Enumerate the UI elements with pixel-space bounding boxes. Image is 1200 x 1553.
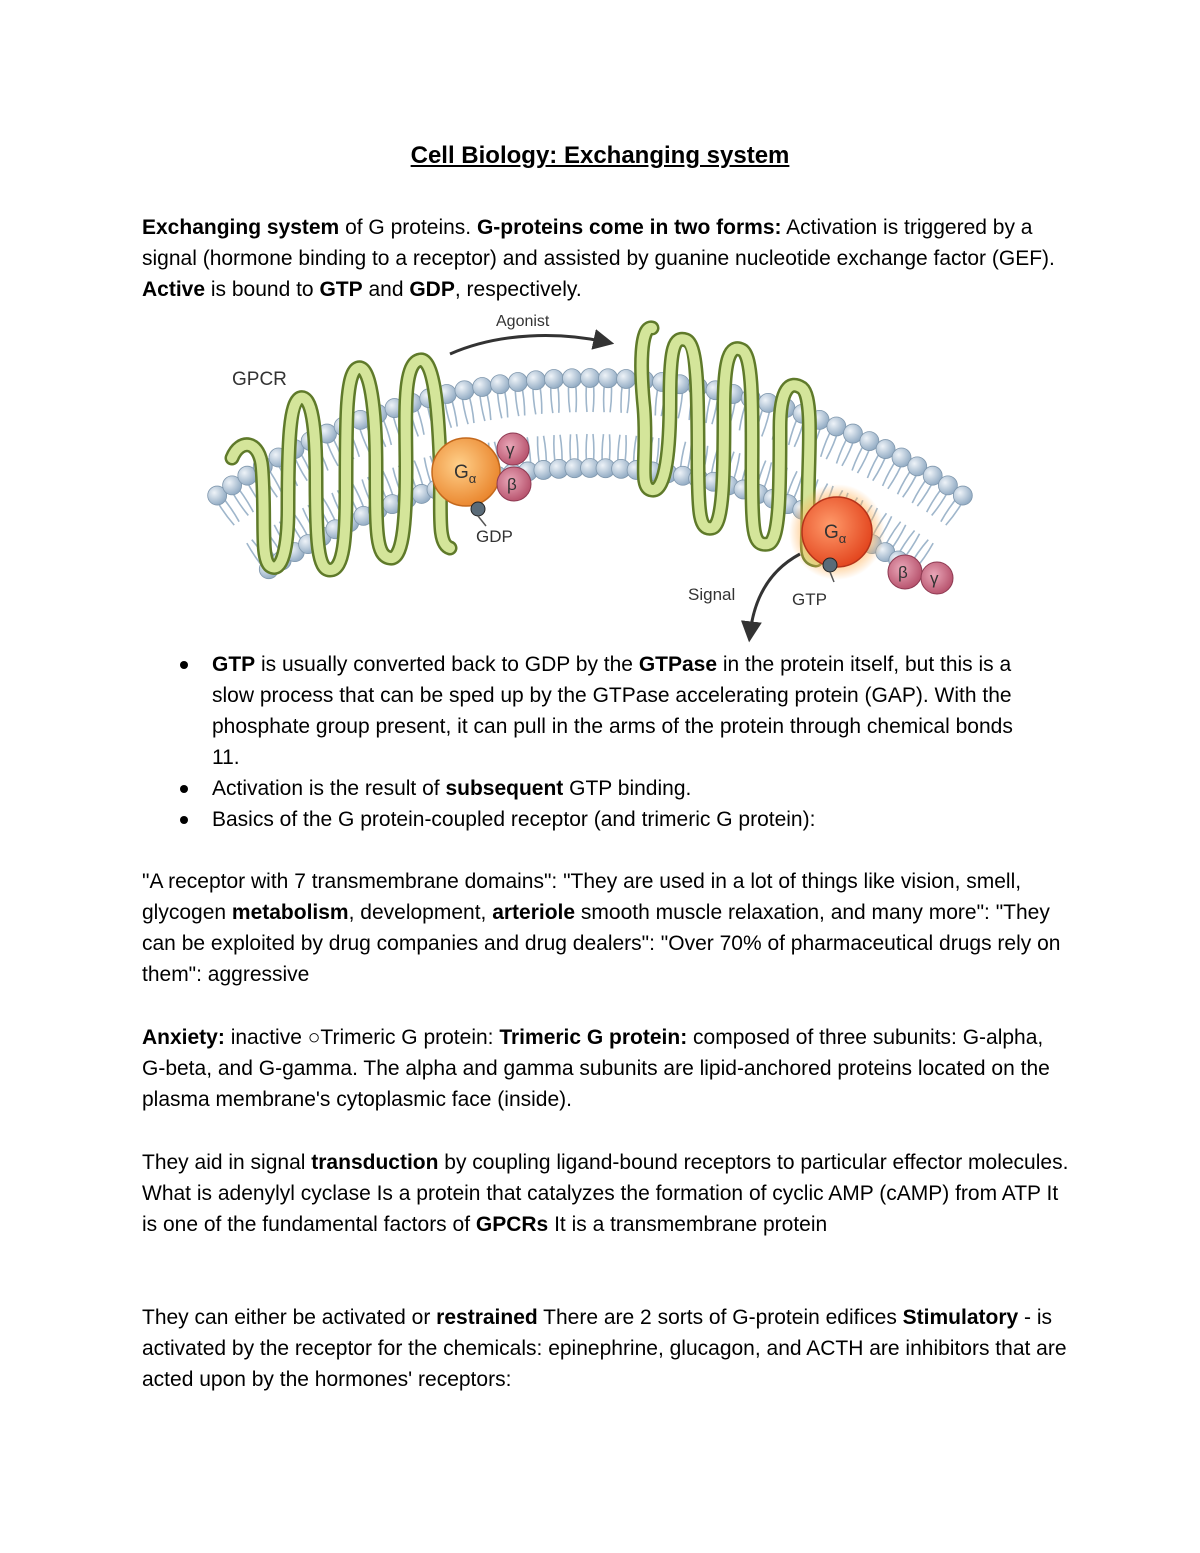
- bullet3-text: Basics of the G protein-coupled receptor (and trimeric G protein):: [212, 808, 816, 831]
- gamma-letter-free: γ: [930, 569, 939, 588]
- lipid-head: [599, 369, 618, 388]
- g-alpha-letter: G: [454, 462, 469, 483]
- bullet1-text-2: in the protein itself, but this is a slow process that can be sped up by the GTPase accelerating protein (GAP). With the phosphate group present, it can pull in the arms of the protein through chemical bonds 11.: [212, 653, 1013, 769]
- bullet2-text-2: GTP binding.: [563, 777, 692, 800]
- gpcr-label: GPCR: [232, 369, 287, 390]
- gtp-label: GTP: [792, 590, 827, 609]
- p3-text-1: inactive ○Trimeric G protein:: [224, 1026, 500, 1049]
- p2-text-1: "A receptor with 7 transmembrane domains": "They are used in a lot of things like vision, smell, glycogen: [142, 870, 1022, 924]
- p3-text-2: composed of three subunits: G-alpha, G-beta, and G-gamma. The alpha and gamma subunits are lipid-anchored proteins located on the plasma membrane's cytoplasmic face (inside).: [142, 1026, 1050, 1111]
- list-item: [142, 649, 1042, 773]
- bullet2-text-1: Activation is the result of: [212, 777, 446, 800]
- gamma-letter: γ: [506, 440, 515, 459]
- lipid-head: [617, 370, 636, 389]
- lipid-head: [544, 370, 563, 389]
- agonist-arrow: [450, 336, 606, 354]
- lipid-head: [455, 381, 474, 400]
- intro-end: , respectively.: [454, 278, 582, 301]
- intro-paragraph: [142, 212, 1072, 305]
- lipid-head: [508, 373, 527, 392]
- bullet-list: [142, 649, 1042, 835]
- lipid-head: [491, 375, 510, 394]
- signal-label: Signal: [688, 585, 736, 604]
- lipid-head: [827, 417, 846, 436]
- intro-text-2: Activation is triggered by a signal (hormone binding to a receptor) and assisted by guanine nucleotide exchange factor (GEF).: [142, 216, 1055, 270]
- bullet1-text-1: is usually converted back to GDP by the: [255, 653, 639, 676]
- g-alpha-active-subscript: α: [838, 531, 847, 546]
- gdp-label: GDP: [476, 527, 513, 546]
- p5-bold-2: Stimulatory: [902, 1306, 1019, 1329]
- paragraph-stimulatory: [142, 1302, 1072, 1395]
- p3-bold-2: Trimeric G protein:: [499, 1026, 688, 1049]
- page-title: Cell Biology: Exchanging system: [410, 142, 790, 169]
- paragraph-transduction: [142, 1147, 1072, 1240]
- p5-text-1: They can either be activated or: [142, 1306, 437, 1329]
- lipid-head: [473, 377, 492, 396]
- bullet1-bold-1: GTP: [212, 653, 256, 676]
- list-item: [142, 773, 1042, 804]
- agonist-label: Agonist: [496, 313, 550, 330]
- lipid-head: [581, 369, 600, 388]
- gpcr-diagram: [140, 308, 1040, 648]
- p4-text-1: They aid in signal: [142, 1151, 312, 1174]
- p5-text-3: - is activated by the receptor for the chemicals: epinephrine, glucagon, and ACTH are inhibitors that are acted upon by the hormones' receptors:: [142, 1306, 1067, 1391]
- p2-bold-1: metabolism: [231, 901, 349, 924]
- p4-bold-2: GPCRs: [475, 1213, 549, 1236]
- p4-text-3: It is a transmembrane protein: [548, 1213, 828, 1236]
- intro-gtp: GTP: [319, 278, 363, 301]
- g-alpha-subscript: α: [468, 471, 477, 486]
- p5-text-2: There are 2 sorts of G-protein edifices: [537, 1306, 903, 1329]
- beta-gamma-dimer: [888, 555, 953, 594]
- paragraph-trimeric: [142, 1022, 1072, 1115]
- gdp-molecule: [471, 502, 485, 516]
- p4-text-2: by coupling ligand-bound receptors to particular effector molecules. What is adenylyl cyclase Is a protein that catalyzes the formation of cyclic AMP (cAMP) from ATP It is one of the fundamental factors of: [142, 1151, 1069, 1236]
- p5-bold-1: restrained: [436, 1306, 538, 1329]
- intro-gdp: GDP: [409, 278, 455, 301]
- paragraph-gpcr-uses: [142, 866, 1072, 990]
- beta-letter: β: [507, 475, 517, 494]
- p3-bold-1: Anxiety:: [142, 1026, 225, 1049]
- g-alpha-active-letter: G: [824, 522, 839, 543]
- gtp-molecule: [823, 558, 837, 572]
- gpcr-inactive-receptor: [232, 360, 450, 570]
- intro-bold-3: Active: [142, 278, 206, 301]
- intro-text-3: is bound to: [205, 278, 320, 301]
- list-item: [142, 804, 1042, 835]
- lipid-head: [953, 486, 972, 505]
- intro-text-1: of G proteins.: [339, 216, 477, 239]
- p2-text-3: smooth muscle relaxation, and many more": "They can be exploited by drug companies and drug dealers": "Over 70% of pharmaceutical drugs rely on them": aggressive: [142, 901, 1061, 986]
- lipid-head: [562, 369, 581, 388]
- intro-and: and: [362, 278, 410, 301]
- intro-bold-2: G-proteins come in two forms:: [476, 216, 782, 239]
- intro-bold-1: Exchanging system: [142, 216, 340, 239]
- bullet2-bold: subsequent: [445, 777, 564, 800]
- p2-bold-2: arteriole: [492, 901, 576, 924]
- p4-bold-1: transduction: [311, 1151, 439, 1174]
- beta-letter-free: β: [898, 563, 908, 582]
- p2-text-2: , development,: [348, 901, 493, 924]
- bullet1-bold-2: GTPase: [638, 653, 718, 676]
- g-protein-active: [789, 484, 885, 582]
- lipid-head: [526, 371, 545, 390]
